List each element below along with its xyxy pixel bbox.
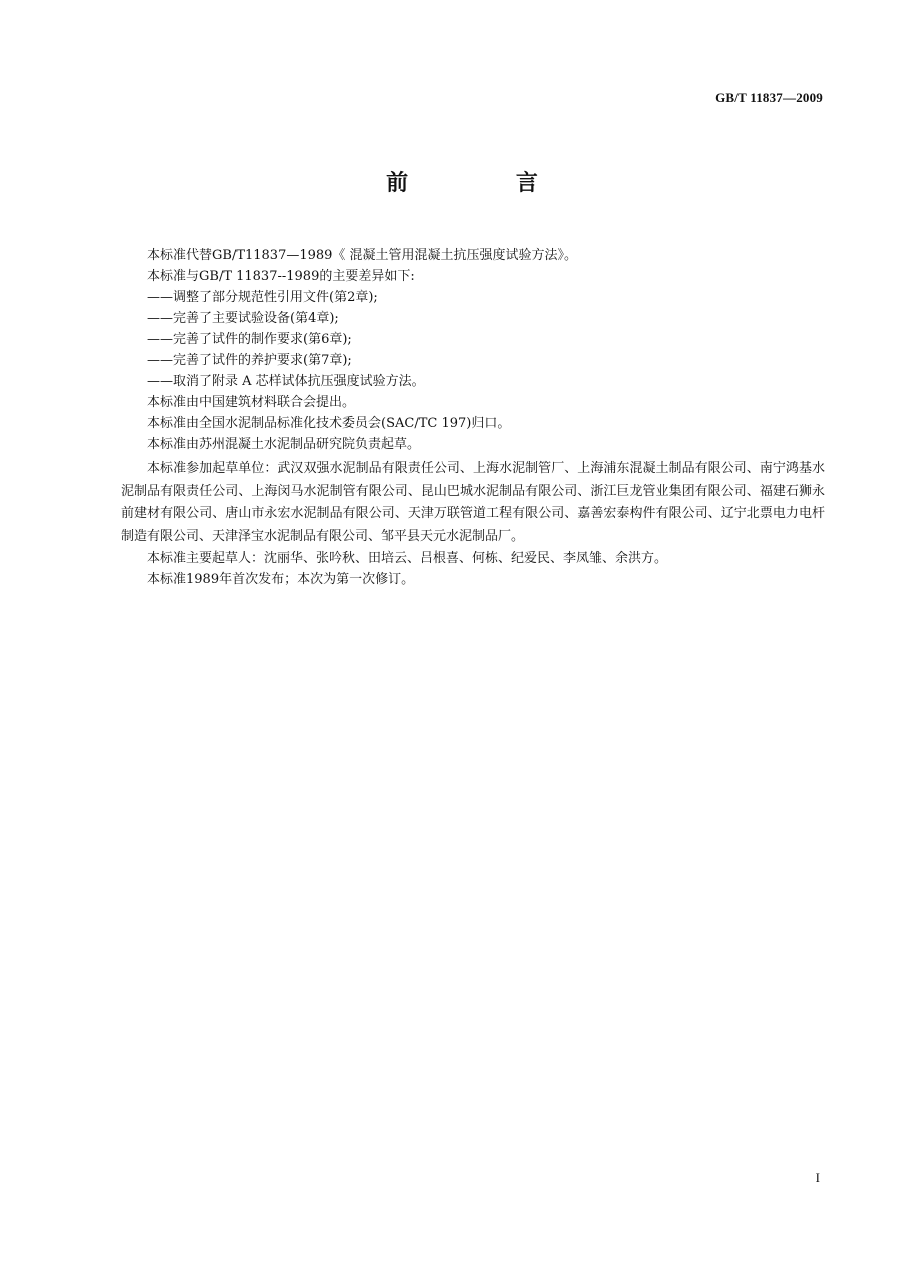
list-item-difference: ——完善了试件的养护要求(第7章); (147, 353, 352, 368)
paragraph-replaces: 本标准代替GB/T11837—1989《 混凝土管用混凝土抗压强度试验方法》。 (147, 248, 578, 263)
page-title: 前 言 (386, 171, 588, 196)
paragraph-differences-intro: 本标准与GB/T 11837--1989的主要差异如下: (147, 269, 415, 284)
paragraph-participating-units: 本标准参加起草单位：武汉双强水泥制品有限责任公司、上海水泥制管厂、上海浦东混凝土制品有限公司、南宁鸿基水泥制品有限责任公司、上海闵马水泥制管有限公司、昆山巴城水泥制品有限公司、浙江巨龙管业集团有限公司、福建石狮永前建材有限公司、唐山市永宏水泥制品有限公司、天津万联管道工程有限公司、嘉善宏泰构件有限公司、辽宁北票电力电杆制造有限公司、天津泽宝水泥制品有限公司、邹平县天元水泥制品厂。 (121, 461, 825, 544)
foreword-body (121, 245, 825, 590)
paragraph-drafted-by: 本标准由苏州混凝土水泥制品研究院负责起草。 (147, 437, 421, 452)
paragraph-administered-by: 本标准由全国水泥制品标准化技术委员会(SAC/TC 197)归口。 (147, 416, 511, 431)
list-item-difference: ——取消了附录 A 芯样试体抗压强度试验方法。 (147, 374, 425, 389)
paragraph-release-history: 本标准1989年首次发布；本次为第一次修订。 (147, 572, 415, 587)
standard-number: GB/T 11837—2009 (715, 90, 823, 105)
list-item-difference: ——调整了部分规范性引用文件(第2章); (147, 290, 378, 305)
list-item-difference: ——完善了主要试验设备(第4章); (147, 311, 339, 326)
page-number: I (815, 1170, 820, 1185)
paragraph-proposed-by: 本标准由中国建筑材料联合会提出。 (147, 395, 356, 410)
paragraph-main-drafters: 本标准主要起草人：沈丽华、张吟秋、田培云、吕根喜、何栋、纪爱民、李凤雏、余洪方。 (147, 551, 668, 566)
list-item-difference: ——完善了试件的制作要求(第6章); (147, 332, 352, 347)
